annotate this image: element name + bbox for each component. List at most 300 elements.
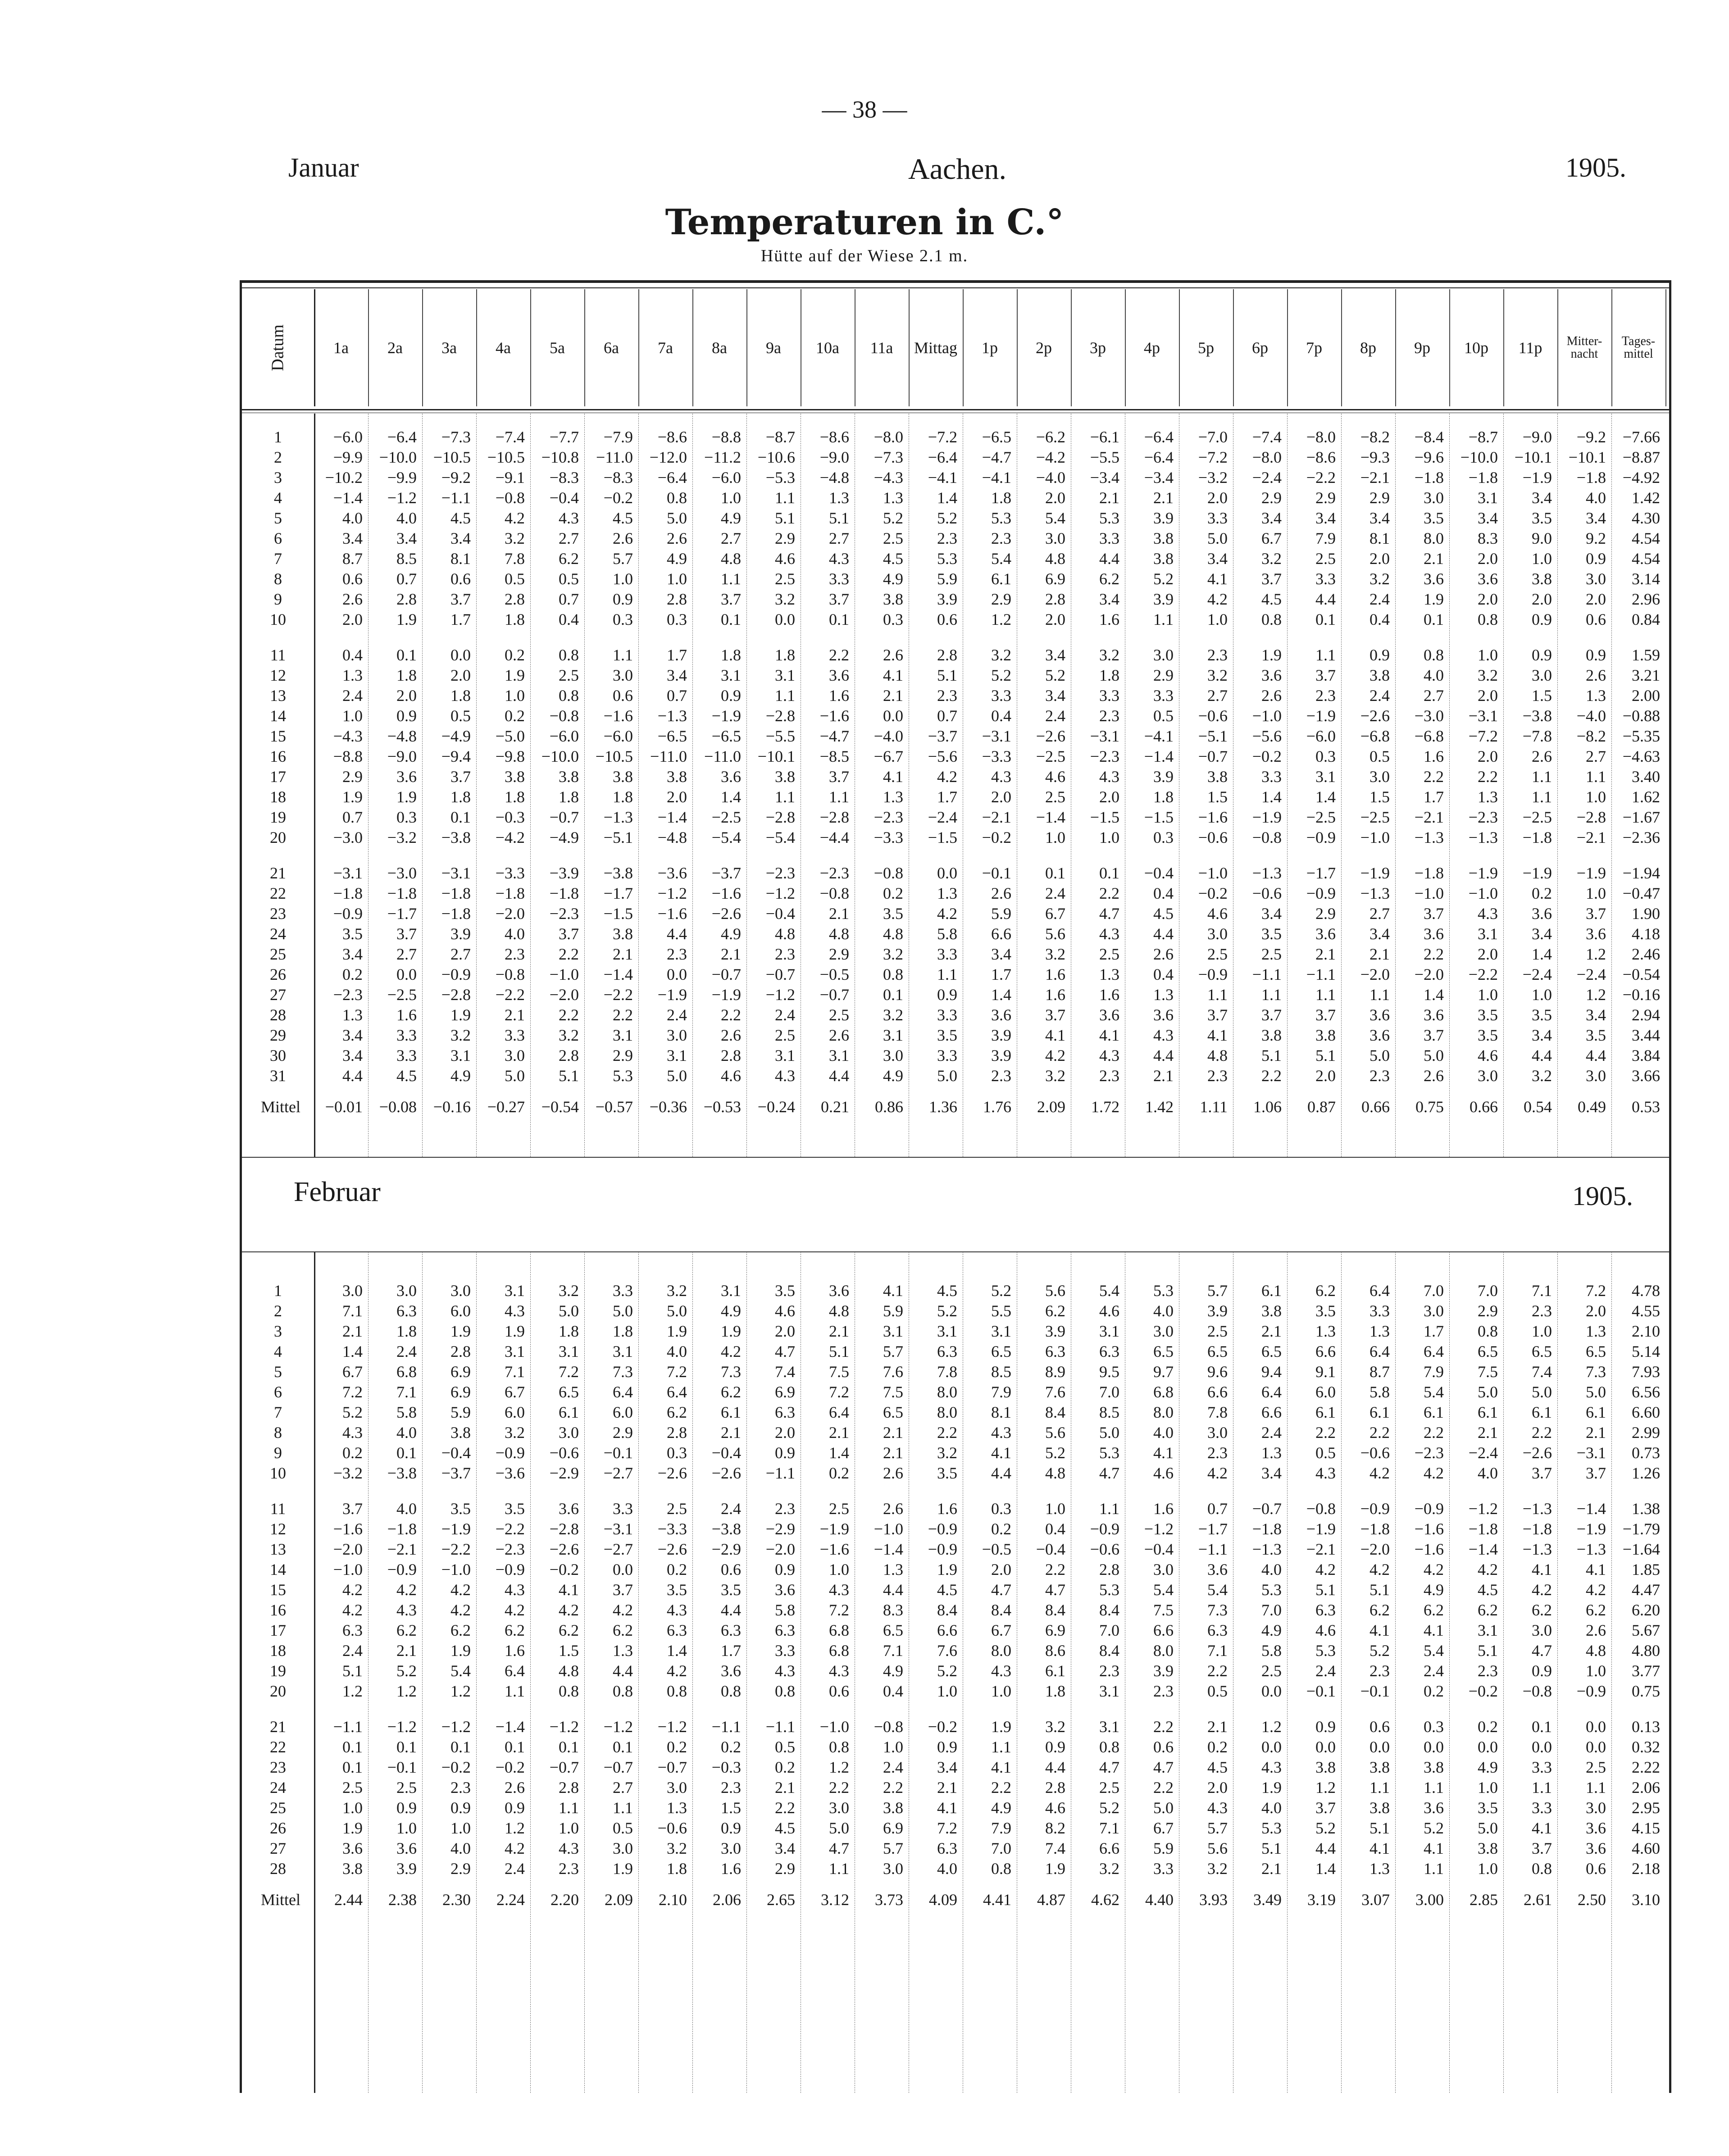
temperature-cell: 4.7	[991, 1581, 1011, 1599]
temperature-cell: 1.8	[396, 666, 417, 684]
temperature-cell: 0.1	[342, 1738, 363, 1756]
temperature-cell: −1.4	[495, 1718, 525, 1736]
temperature-cell: −0.7	[549, 1758, 579, 1776]
temperature-cell: 5.3	[1153, 1282, 1174, 1300]
temperature-cell: 5.2	[1153, 570, 1174, 588]
temperature-cell: 2.6	[1532, 747, 1552, 765]
temperature-cell: 8.6	[1045, 1642, 1065, 1660]
temperature-cell: 3.4	[1478, 509, 1498, 527]
temperature-cell: 3.5	[1532, 509, 1552, 527]
temperature-cell: 0.9	[1532, 646, 1552, 664]
temperature-cell: 5.3	[1099, 1444, 1119, 1462]
temperature-cell: 3.6	[1261, 666, 1282, 684]
temperature-cell: 2.3	[991, 1067, 1011, 1085]
temperature-cell: −6.0	[549, 727, 579, 745]
temperature-cell: −10.1	[757, 747, 795, 765]
temperature-cell: −0.3	[711, 1758, 741, 1776]
temperature-cell: 2.3	[775, 945, 795, 963]
temperature-cell: 6.5	[1153, 1342, 1174, 1360]
temperature-cell: −0.3	[495, 808, 525, 826]
temperature-cell: 2.6	[667, 529, 687, 547]
table-row	[242, 1499, 1665, 1519]
temperature-cell: 4.47	[1632, 1581, 1660, 1599]
temperature-cell: 4.7	[775, 1342, 795, 1360]
temperature-cell: 4.2	[937, 768, 957, 786]
temperature-cell: −2.2	[495, 1520, 525, 1538]
temperature-cell: 2.5	[775, 1026, 795, 1044]
temperature-cell: 3.84	[1632, 1046, 1660, 1064]
temperature-cell: 6.2	[667, 1403, 687, 1421]
mittel-cell: 1.42	[1145, 1098, 1174, 1116]
temperature-cell: 6.5	[1261, 1342, 1282, 1360]
temperature-cell: 8.5	[396, 550, 417, 568]
temperature-cell: −1.3	[1414, 828, 1444, 846]
temperature-cell: 1.3	[1153, 986, 1174, 1004]
temperature-cell: 1.1	[613, 646, 633, 664]
mittel-cell: 3.49	[1253, 1891, 1282, 1909]
temperature-cell: −0.7	[711, 965, 741, 983]
day-number: 8	[274, 570, 282, 588]
temperature-cell: 1.3	[829, 489, 849, 507]
temperature-cell: 4.2	[1424, 1560, 1444, 1578]
temperature-cell: 3.7	[721, 590, 741, 608]
temperature-cell: −2.3	[765, 864, 795, 882]
temperature-cell: −2.2	[1306, 468, 1336, 487]
temperature-cell: 0.1	[396, 1738, 417, 1756]
temperature-cell: 1.9	[937, 1560, 957, 1578]
temperature-cell: 4.7	[1099, 905, 1119, 923]
temperature-cell: 2.2	[937, 1424, 957, 1442]
temperature-cell: 5.3	[937, 550, 957, 568]
temperature-cell: 1.1	[775, 687, 795, 705]
temperature-cell: 6.2	[721, 1383, 741, 1401]
temperature-cell: 5.0	[1478, 1819, 1498, 1837]
temperature-cell: 1.8	[613, 1322, 633, 1340]
temperature-cell: 5.1	[1370, 1819, 1390, 1837]
temperature-cell: 3.6	[559, 1500, 579, 1518]
temperature-cell: −1.3	[1252, 864, 1282, 882]
temperature-cell: −4.7	[819, 727, 849, 745]
temperature-cell: 2.8	[505, 590, 525, 608]
temperature-cell: 3.8	[1370, 666, 1390, 684]
temperature-cell: 1.8	[559, 788, 579, 806]
temperature-cell: −2.3	[819, 864, 849, 882]
temperature-cell: −0.9	[928, 1520, 957, 1538]
temperature-cell: 5.3	[1099, 509, 1119, 527]
temperature-cell: 0.1	[396, 646, 417, 664]
temperature-cell: 4.6	[775, 1302, 795, 1320]
temperature-cell: 1.7	[721, 1642, 741, 1660]
temperature-cell: 3.1	[883, 1026, 903, 1044]
temperature-cell: 6.1	[1370, 1403, 1390, 1421]
temperature-cell: 5.7	[613, 550, 633, 568]
temperature-cell: 6.2	[1424, 1601, 1444, 1619]
temperature-cell: 5.1	[775, 509, 795, 527]
temperature-cell: 2.0	[1370, 550, 1390, 568]
temperature-cell: 2.5	[342, 1778, 363, 1797]
temperature-cell: 3.0	[450, 1282, 471, 1300]
temperature-cell: 1.3	[1586, 687, 1606, 705]
table-row	[242, 787, 1665, 807]
temperature-cell: 4.3	[505, 1581, 525, 1599]
temperature-cell: 3.3	[396, 1046, 417, 1064]
temperature-cell: −7.3	[441, 428, 471, 446]
temperature-cell: 2.5	[1207, 1322, 1228, 1340]
temperature-cell: 4.2	[613, 1601, 633, 1619]
temperature-cell: 6.6	[1099, 1839, 1119, 1857]
temperature-cell: −0.8	[1306, 1500, 1336, 1518]
temperature-cell: −1.9	[1306, 707, 1336, 725]
temperature-cell: 4.5	[1153, 905, 1174, 923]
temperature-cell: 3.2	[667, 1282, 687, 1300]
temperature-cell: 1.1	[775, 489, 795, 507]
temperature-cell: 3.7	[1424, 905, 1444, 923]
temperature-cell: 3.1	[937, 1322, 957, 1340]
temperature-cell: 2.1	[721, 945, 741, 963]
mittel-cell: 0.87	[1307, 1098, 1336, 1116]
temperature-cell: 3.8	[613, 768, 633, 786]
temperature-cell: 4.0	[505, 925, 525, 943]
header-rule	[242, 409, 1669, 410]
temperature-cell: 2.5	[396, 1778, 417, 1797]
temperature-cell: 2.3	[1478, 1662, 1498, 1680]
mittel-cell: −0.16	[433, 1098, 471, 1116]
temperature-cell: 1.4	[829, 1444, 849, 1462]
temperature-cell: −3.2	[333, 1464, 363, 1482]
temperature-cell: −1.8	[1522, 1520, 1552, 1538]
temperature-cell: 4.4	[1315, 590, 1336, 608]
temperature-cell: 0.9	[775, 1560, 795, 1578]
table-row	[242, 569, 1665, 589]
temperature-cell: 0.2	[775, 1758, 795, 1776]
temperature-cell: 1.4	[1315, 788, 1336, 806]
temperature-cell: 4.3	[559, 1839, 579, 1857]
temperature-cell: 6.4	[829, 1403, 849, 1421]
temperature-cell: 5.1	[1370, 1581, 1390, 1599]
temperature-cell: −1.3	[1576, 1540, 1606, 1558]
temperature-cell: 6.5	[1478, 1342, 1498, 1360]
column-header-1p: 1p	[963, 289, 1018, 406]
temperature-cell: 6.60	[1632, 1403, 1660, 1421]
temperature-cell: 6.2	[1315, 1282, 1336, 1300]
temperature-cell: 6.20	[1632, 1601, 1660, 1619]
temperature-cell: 1.1	[1532, 768, 1552, 786]
temperature-cell: 6.4	[1261, 1383, 1282, 1401]
mittel-cell: 4.41	[983, 1891, 1011, 1909]
temperature-cell: 1.8	[559, 1322, 579, 1340]
temperature-cell: −0.8	[549, 707, 579, 725]
temperature-cell: 3.6	[721, 768, 741, 786]
temperature-cell: 2.3	[1370, 1662, 1390, 1680]
temperature-cell: −1.0	[1252, 707, 1282, 725]
temperature-cell: 2.0	[775, 1322, 795, 1340]
temperature-cell: 0.0	[396, 965, 417, 983]
temperature-cell: 3.3	[775, 1642, 795, 1660]
temperature-cell: 2.6	[1586, 666, 1606, 684]
temperature-cell: 1.1	[1207, 986, 1228, 1004]
temperature-cell: 4.3	[1153, 1026, 1174, 1044]
mittel-cell: −0.24	[757, 1098, 795, 1116]
temperature-cell: −1.8	[1522, 828, 1552, 846]
temperature-cell: 3.6	[1207, 1560, 1228, 1578]
temperature-cell: −10.8	[541, 448, 579, 466]
temperature-cell: 6.1	[1315, 1403, 1336, 1421]
temperature-cell: 2.2	[1045, 1560, 1065, 1578]
temperature-cell: 0.4	[1153, 884, 1174, 902]
temperature-cell: 4.1	[1370, 1839, 1390, 1857]
temperature-cell: 3.4	[1315, 509, 1336, 527]
temperature-cell: 1.6	[1153, 1500, 1174, 1518]
temperature-cell: 5.2	[991, 666, 1011, 684]
temperature-cell: 2.0	[1315, 1067, 1336, 1085]
temperature-cell: 1.1	[1424, 1860, 1444, 1878]
temperature-cell: −0.54	[1622, 965, 1660, 983]
temperature-cell: 0.0	[775, 610, 795, 628]
temperature-cell: −2.2	[603, 986, 633, 1004]
temperature-cell: 7.3	[721, 1363, 741, 1381]
temperature-cell: 0.7	[1207, 1500, 1228, 1518]
temperature-cell: 6.2	[1532, 1601, 1552, 1619]
temperature-cell: 3.14	[1632, 570, 1660, 588]
temperature-cell: −2.9	[549, 1464, 579, 1482]
temperature-cell: 0.9	[396, 1799, 417, 1817]
temperature-cell: 1.9	[1261, 646, 1282, 664]
temperature-cell: 2.0	[1478, 945, 1498, 963]
temperature-cell: 8.1	[450, 550, 471, 568]
temperature-cell: −2.1	[1306, 1540, 1336, 1558]
temperature-cell: 3.9	[1207, 1302, 1228, 1320]
temperature-cell: 0.32	[1632, 1738, 1660, 1756]
temperature-cell: 2.0	[1586, 590, 1606, 608]
temperature-cell: 3.1	[1315, 768, 1336, 786]
temperature-cell: 1.2	[505, 1819, 525, 1837]
temperature-cell: 3.1	[991, 1322, 1011, 1340]
temperature-cell: 0.0	[1424, 1738, 1444, 1756]
temperature-cell: −0.1	[603, 1444, 633, 1462]
temperature-cell: 2.7	[1207, 687, 1228, 705]
temperature-cell: −2.3	[1090, 747, 1119, 765]
temperature-cell: −4.7	[982, 448, 1011, 466]
temperature-cell: −5.35	[1622, 727, 1660, 745]
temperature-cell: 1.0	[559, 1819, 579, 1837]
temperature-cell: 7.1	[1532, 1282, 1552, 1300]
temperature-cell: 0.8	[883, 965, 903, 983]
temperature-cell: 1.1	[1099, 1500, 1119, 1518]
temperature-cell: 6.7	[991, 1621, 1011, 1639]
temperature-cell: −4.63	[1622, 747, 1660, 765]
temperature-cell: 3.0	[342, 1282, 363, 1300]
temperature-cell: 1.2	[829, 1758, 849, 1776]
temperature-cell: 6.3	[937, 1342, 957, 1360]
temperature-cell: 6.3	[721, 1621, 741, 1639]
temperature-cell: 3.5	[450, 1500, 471, 1518]
day-number: 8	[274, 1424, 282, 1442]
temperature-cell: 4.4	[667, 925, 687, 943]
temperature-cell: 3.2	[1370, 570, 1390, 588]
temperature-cell: 1.9	[505, 666, 525, 684]
temperature-cell: 3.6	[829, 1282, 849, 1300]
temperature-cell: −1.8	[1468, 468, 1498, 487]
temperature-cell: 5.8	[1370, 1383, 1390, 1401]
temperature-cell: 3.7	[1586, 905, 1606, 923]
temperature-cell: −3.0	[1414, 707, 1444, 725]
temperature-cell: 4.2	[1478, 1560, 1498, 1578]
temperature-cell: 3.3	[1153, 1860, 1174, 1878]
temperature-cell: −1.1	[1306, 965, 1336, 983]
temperature-cell: 2.5	[1315, 550, 1336, 568]
temperature-cell: −0.9	[1090, 1520, 1119, 1538]
temperature-cell: −1.9	[711, 707, 741, 725]
temperature-cell: 0.1	[883, 986, 903, 1004]
temperature-cell: 3.1	[721, 666, 741, 684]
temperature-cell: 7.1	[1207, 1642, 1228, 1660]
temperature-cell: 2.2	[1478, 768, 1498, 786]
temperature-cell: 2.1	[829, 1322, 849, 1340]
temperature-cell: 3.8	[1261, 1302, 1282, 1320]
temperature-cell: 8.0	[991, 1642, 1011, 1660]
temperature-cell: 0.9	[1586, 550, 1606, 568]
mittel-cell: 2.65	[767, 1891, 795, 1909]
temperature-cell: 2.99	[1632, 1424, 1660, 1442]
temperature-cell: 1.0	[721, 489, 741, 507]
temperature-cell: 6.0	[1315, 1383, 1336, 1401]
temperature-cell: −0.9	[1306, 884, 1336, 902]
temperature-cell: 3.1	[1478, 489, 1498, 507]
temperature-cell: −12.0	[649, 448, 687, 466]
temperature-cell: 0.8	[559, 1682, 579, 1700]
temperature-cell: 3.3	[1370, 1302, 1390, 1320]
temperature-cell: 2.2	[1153, 1778, 1174, 1797]
temperature-cell: 2.22	[1632, 1758, 1660, 1776]
temperature-cell: 3.3	[1532, 1758, 1552, 1776]
temperature-cell: 0.73	[1632, 1444, 1660, 1462]
temperature-cell: 2.4	[1370, 687, 1390, 705]
day-number: 16	[270, 1601, 286, 1619]
temperature-cell: 7.1	[342, 1302, 363, 1320]
temperature-cell: 0.3	[883, 610, 903, 628]
column-header-11p: 11p	[1503, 289, 1558, 406]
temperature-cell: 2.5	[883, 529, 903, 547]
table-row	[242, 1423, 1665, 1442]
temperature-cell: 0.0	[1586, 1738, 1606, 1756]
temperature-cell: 1.38	[1632, 1500, 1660, 1518]
temperature-cell: −1.3	[603, 808, 633, 826]
temperature-cell: 2.5	[1261, 1662, 1282, 1680]
temperature-cell: 0.6	[1370, 1718, 1390, 1736]
temperature-cell: 2.5	[1045, 788, 1065, 806]
temperature-cell: 4.3	[1207, 1799, 1228, 1817]
temperature-cell: 1.0	[450, 1819, 471, 1837]
temperature-cell: 1.3	[613, 1642, 633, 1660]
temperature-cell: 0.1	[721, 610, 741, 628]
station-name: Aachen.	[908, 153, 1007, 186]
day-number: 7	[274, 550, 282, 568]
day-number: 28	[270, 1006, 286, 1024]
temperature-cell: −3.7	[441, 1464, 471, 1482]
temperature-cell: −1.1	[333, 1718, 363, 1736]
temperature-cell: 4.6	[775, 550, 795, 568]
mittel-cell: 1.36	[929, 1098, 957, 1116]
temperature-cell: −1.2	[387, 1718, 417, 1736]
temperature-cell: 5.1	[559, 1067, 579, 1085]
temperature-cell: 0.5	[1315, 1444, 1336, 1462]
table-row	[242, 1757, 1665, 1777]
table-row	[242, 1798, 1665, 1818]
temperature-cell: −4.4	[819, 828, 849, 846]
temperature-cell: 1.4	[937, 489, 957, 507]
temperature-cell: 5.1	[1261, 1046, 1282, 1064]
table-subtitle: Hütte auf der Wiese 2.1 m.	[760, 246, 969, 265]
temperature-cell: 1.1	[613, 1799, 633, 1817]
table-row	[242, 1580, 1665, 1600]
temperature-cell: 1.8	[667, 1860, 687, 1878]
temperature-cell: −2.5	[1522, 808, 1552, 826]
temperature-cell: 3.8	[1153, 550, 1174, 568]
temperature-cell: −1.0	[1198, 864, 1228, 882]
temperature-cell: 2.4	[505, 1860, 525, 1878]
temperature-cell: 2.3	[991, 529, 1011, 547]
temperature-cell: 4.0	[450, 1839, 471, 1857]
temperature-cell: −1.7	[1198, 1520, 1228, 1538]
temperature-cell: 3.6	[1099, 1006, 1119, 1024]
temperature-cell: 1.0	[829, 1560, 849, 1578]
temperature-cell: −1.2	[1144, 1520, 1174, 1538]
temperature-cell: 0.1	[396, 1444, 417, 1462]
table-row	[242, 863, 1665, 883]
temperature-cell: 5.5	[991, 1302, 1011, 1320]
temperature-cell: 5.0	[667, 1302, 687, 1320]
temperature-cell: 0.3	[991, 1500, 1011, 1518]
temperature-cell: 3.3	[937, 1006, 957, 1024]
temperature-cell: −0.8	[495, 965, 525, 983]
temperature-cell: −0.2	[928, 1718, 957, 1736]
temperature-cell: 3.6	[991, 1006, 1011, 1024]
temperature-cell: 3.3	[937, 1046, 957, 1064]
temperature-cell: 3.7	[450, 590, 471, 608]
temperature-cell: 7.1	[505, 1363, 525, 1381]
temperature-cell: 4.5	[1207, 1758, 1228, 1776]
temperature-cell: 0.1	[342, 1758, 363, 1776]
temperature-cell: −6.5	[711, 727, 741, 745]
temperature-cell: −1.8	[495, 884, 525, 902]
temperature-cell: 2.4	[721, 1500, 741, 1518]
temperature-cell: 2.4	[342, 1642, 363, 1660]
temperature-cell: −4.1	[982, 468, 1011, 487]
temperature-cell: 3.2	[1532, 1067, 1552, 1085]
temperature-cell: 3.1	[667, 1046, 687, 1064]
temperature-cell: 5.4	[991, 550, 1011, 568]
temperature-cell: −1.4	[1576, 1500, 1606, 1518]
temperature-cell: 4.3	[775, 1662, 795, 1680]
year-label: 1905.	[1565, 153, 1626, 182]
temperature-cell: 1.8	[505, 610, 525, 628]
mittel-row	[242, 1097, 1665, 1117]
mittel-cell: 4.09	[929, 1891, 957, 1909]
temperature-cell: 3.8	[613, 925, 633, 943]
temperature-cell: −3.8	[711, 1520, 741, 1538]
temperature-cell: −1.8	[333, 884, 363, 902]
temperature-cell: 2.1	[1586, 1424, 1606, 1442]
temperature-cell: 3.9	[1153, 1662, 1174, 1680]
temperature-cell: 8.3	[883, 1601, 903, 1619]
temperature-cell: 1.1	[505, 1682, 525, 1700]
temperature-cell: 4.2	[450, 1581, 471, 1599]
temperature-cell: −8.3	[603, 468, 633, 487]
temperature-cell: −1.9	[657, 986, 687, 1004]
mittel-cell: 4.62	[1091, 1891, 1119, 1909]
temperature-cell: 2.6	[1586, 1621, 1606, 1639]
february-year-label: 1905.	[1572, 1181, 1633, 1211]
